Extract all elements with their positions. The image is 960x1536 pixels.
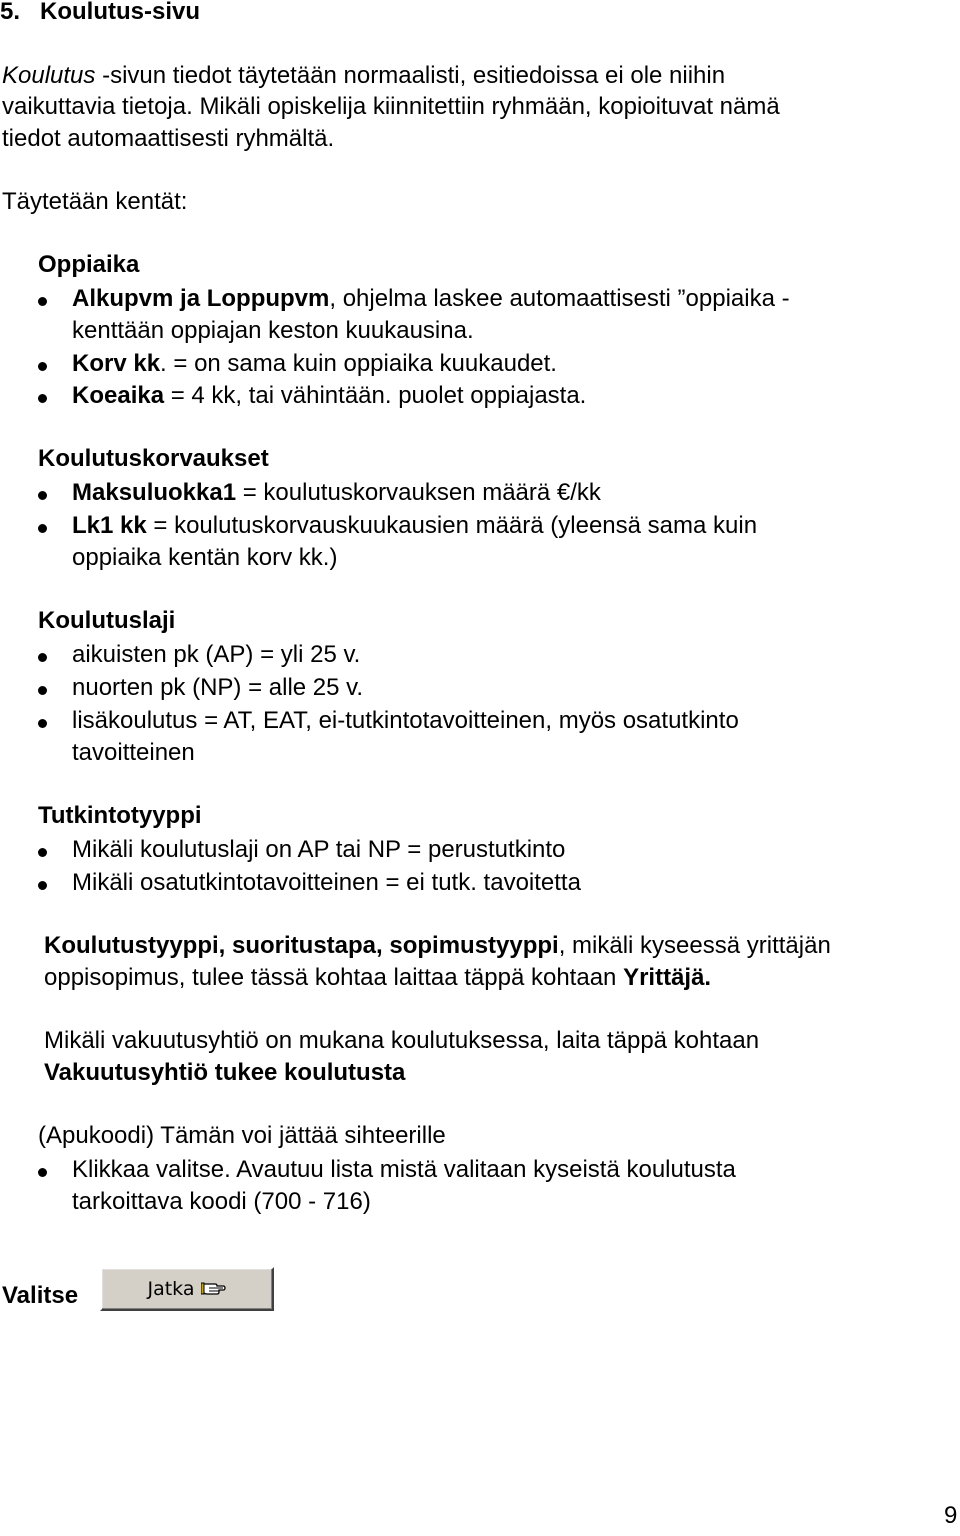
section-title: Koulutus-sivu <box>40 0 201 25</box>
korvaukset-item-2-cont: oppiaika kentän korv kk.) <box>72 544 338 571</box>
apukoodi-heading: (Apukoodi) Tämän voi jättää sihteerille <box>38 1122 446 1149</box>
bullet-icon <box>38 881 47 890</box>
maksuluokka-label: Maksuluokka1 <box>72 479 237 506</box>
intro-line-1-rest: -sivun tiedot täytetään normaalisti, esitiedoissa ei ole niihin <box>95 62 726 89</box>
bullet-icon <box>38 653 47 662</box>
koulutuslaji-item-3-cont: tavoitteinen <box>72 739 195 766</box>
bullet-icon <box>38 848 47 857</box>
koeaika-label: Koeaika <box>72 382 165 409</box>
korv-kk-label: Korv kk <box>72 350 161 377</box>
apukoodi-item-1-cont: tarkoittava koodi (700 - 716) <box>72 1188 371 1215</box>
apukoodi-item-1: Klikkaa valitse. Avautuu lista mistä valitaan kyseistä koulutusta <box>72 1156 736 1183</box>
bullet-icon <box>38 297 47 306</box>
lk1-kk-label: Lk1 kk <box>72 512 147 539</box>
oppiaika-item-2-text: . = on sama kuin oppiaika kuukaudet. <box>160 350 557 377</box>
yrittaja-label: Yrittäjä. <box>623 964 712 991</box>
korvaukset-item-1 <box>72 477 601 509</box>
oppiaika-item-1-cont: kenttään oppiajan keston kuukausina. <box>72 317 474 344</box>
jatka-button-label: Jatka <box>147 1278 195 1300</box>
bullet-icon <box>38 524 47 533</box>
tutkintotyyppi-heading: Tutkintotyyppi <box>38 802 202 829</box>
oppiaika-item-3 <box>72 380 586 412</box>
oppiaika-item-1 <box>72 283 790 315</box>
jatka-button[interactable] <box>100 1267 274 1311</box>
alkupvm-label: Alkupvm ja Loppupvm <box>72 285 330 312</box>
tyyppi-line-1 <box>44 930 831 962</box>
bullet-icon <box>38 719 47 728</box>
page-number: 9 <box>944 1502 958 1529</box>
koulutuslaji-item-1: aikuisten pk (AP) = yli 25 v. <box>72 641 361 668</box>
tutkintotyyppi-item-1: Mikäli koulutuslaji on AP tai NP = perustutkinto <box>72 836 566 863</box>
bullet-icon <box>38 1168 47 1177</box>
bullet-icon <box>38 362 47 371</box>
korvaukset-item-2-text: = koulutuskorvauskuukausien määrä (yleensä sama kuin <box>146 512 758 539</box>
bullet-icon <box>38 686 47 695</box>
tutkintotyyppi-item-2: Mikäli osatutkintotavoitteinen = ei tutk. tavoitetta <box>72 869 581 896</box>
koulutuslaji-item-2: nuorten pk (NP) = alle 25 v. <box>72 674 364 701</box>
bullet-icon <box>38 491 47 500</box>
korvaukset-item-1-text: = koulutuskorvauksen määrä €/kk <box>236 479 601 506</box>
intro-line-3: tiedot automaattisesti ryhmältä. <box>2 125 335 152</box>
korvaukset-heading: Koulutuskorvaukset <box>38 445 269 472</box>
korvaukset-item-2 <box>72 510 757 542</box>
oppiaika-heading: Oppiaika <box>38 251 140 278</box>
tyyppi-bold: Koulutustyyppi, suoritustapa, sopimustyyppi <box>44 932 559 959</box>
intro-koulutus-em: Koulutus <box>2 62 96 89</box>
intro-line-2: vaikuttavia tietoja. Mikäli opiskelija kiinnitettiin ryhmään, kopioituvat nämä <box>2 93 780 120</box>
vakuutus-line-2: Vakuutusyhtiö tukee koulutusta <box>44 1059 406 1086</box>
oppiaika-item-3-text: = 4 kk, tai vähintään. puolet oppiajasta. <box>164 382 587 409</box>
vakuutus-line-1: Mikäli vakuutusyhtiö on mukana koulutuksessa, laita täppä kohtaan <box>44 1027 760 1054</box>
tyyppi-line-2-text: oppisopimus, tulee tässä kohtaa laittaa täppä kohtaan <box>44 964 624 991</box>
section-heading <box>0 0 200 28</box>
oppiaika-item-2 <box>72 348 557 380</box>
koulutuslaji-item-3: lisäkoulutus = AT, EAT, ei-tutkintotavoitteinen, myös osatutkinto <box>72 707 739 734</box>
koulutuslaji-heading: Koulutuslaji <box>38 607 176 634</box>
intro-line-1 <box>2 60 725 92</box>
tyyppi-line-2 <box>44 962 711 994</box>
valitse-label: Valitse <box>2 1282 79 1309</box>
bullet-icon <box>38 394 47 403</box>
section-number: 5. <box>0 0 21 25</box>
pointing-hand-icon <box>201 1278 227 1301</box>
fill-fields-text: Täytetään kentät: <box>2 188 188 215</box>
tyyppi-rest: , mikäli kyseessä yrittäjän <box>558 932 831 959</box>
oppiaika-item-1-text: , ohjelma laskee automaattisesti ”oppiaika - <box>329 285 790 312</box>
